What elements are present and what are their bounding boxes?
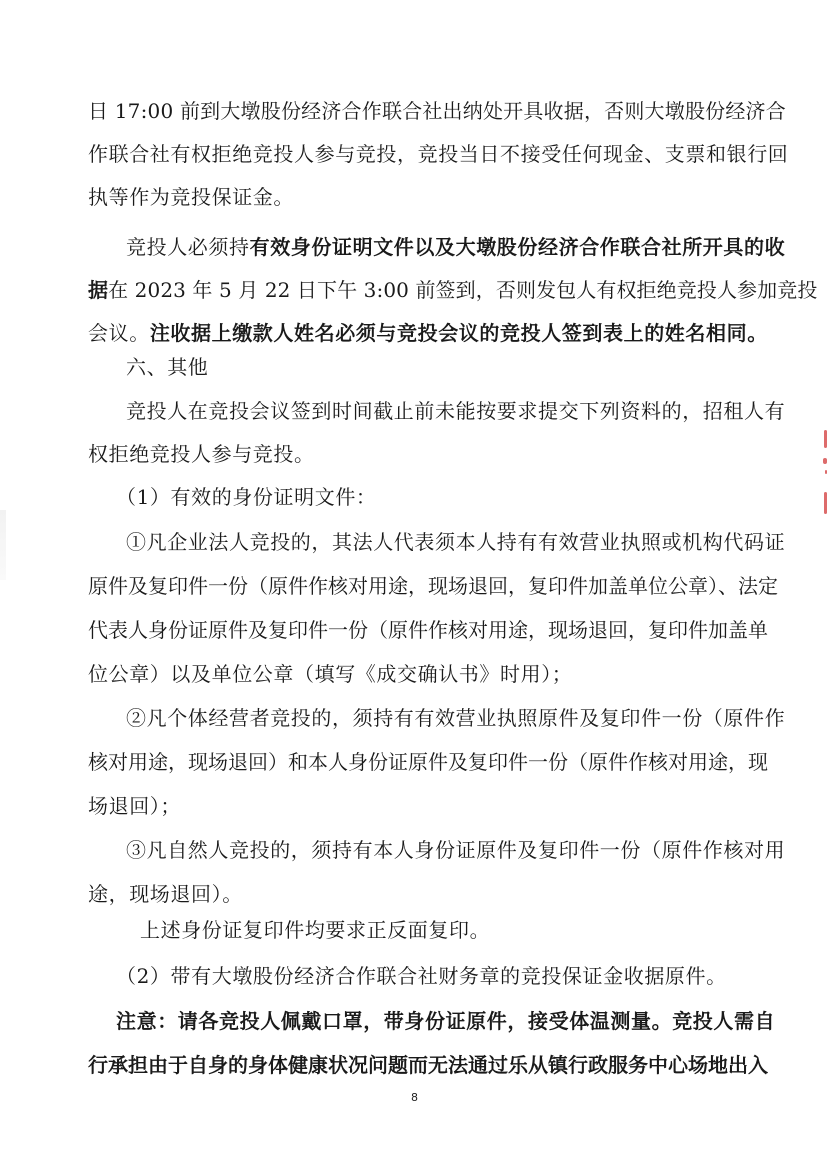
text-segment: 上述身份证复印件均要求正反面复印。 <box>140 918 491 942</box>
text-line-15 <box>126 703 785 733</box>
text-line-19 <box>88 879 243 909</box>
text-segment: （2）带有大墩股份经济合作联合社财务章的竞投保证金收据原件。 <box>116 964 727 988</box>
text-line-17 <box>88 791 181 821</box>
text-segment: ②凡个体经营者竞投的，须持有有效营业执照原件及复印件一份（原件作 <box>126 706 786 730</box>
text-line-6 <box>88 318 768 348</box>
red-seal-fragment <box>818 430 827 525</box>
text-segment: 代表人身份证原件及复印件一份（原件作核对用途，现场退回，复印件加盖单 <box>88 618 768 642</box>
text-segment: 位公章）以及单位公章（填写《成交确认书》时用）； <box>88 662 573 686</box>
text-line-14 <box>88 659 572 689</box>
notice-line-1 <box>116 1006 775 1036</box>
text-segment: 六、其他 <box>126 355 209 379</box>
text-line-3 <box>88 182 294 212</box>
text-segment: ③凡自然人竞投的，须持有本人身份证原件及复印件一份（原件作核对用 <box>126 838 786 862</box>
text-line-9 <box>88 439 315 469</box>
list-heading-2 <box>116 961 727 991</box>
text-line-13 <box>88 615 768 645</box>
text-line-18 <box>126 835 785 865</box>
text-line-1 <box>88 96 786 126</box>
text-segment: 竞投人在竞投会议签到时间截止前未能按要求提交下列资料的，招租人有 <box>126 399 786 423</box>
text-segment: 日 17:00 前到大墩股份经济合作联合社出纳处开具收据，否则大墩股份经济合 <box>88 99 786 123</box>
text-line-8 <box>126 396 785 426</box>
text-segment: 执等作为竞投保证金。 <box>88 185 294 209</box>
text-line-5 <box>88 275 817 305</box>
text-segment: 会议。 <box>88 321 150 345</box>
text-line-4 <box>126 232 785 262</box>
section-heading-other <box>126 352 208 382</box>
text-segment: 在 2023 年 5 月 22 日下午 3:00 前签到，否则发包人有权拒绝竞投人参加竞投 <box>108 278 818 302</box>
text-segment: 场退回）； <box>88 794 181 818</box>
text-line-20 <box>140 915 490 945</box>
scan-artifact <box>0 510 6 580</box>
text-line-11 <box>126 527 785 557</box>
text-segment: 原件及复印件一份（原件作核对用途，现场退回，复印件加盖单位公章）、法定 <box>88 574 778 598</box>
text-segment: 竞投人必须持 <box>126 235 250 259</box>
text-line-2 <box>88 139 788 169</box>
text-segment-bold: 注收据上缴款人姓名必须与竞投会议的竞投人签到表上的姓名相同。 <box>149 321 768 345</box>
text-segment-bold: 有效身份证明文件以及大墩股份经济合作联合社所开具的收 <box>249 235 786 259</box>
text-line-12 <box>88 571 778 601</box>
text-segment-bold: 注意：请各竞投人佩戴口罩，带身份证原件，接受体温测量。竞投人需自 <box>116 1009 776 1033</box>
text-segment: ①凡企业法人竞投的，其法人代表须本人持有有效营业执照或机构代码证 <box>126 530 786 554</box>
text-segment-bold: 行承担由于自身的身体健康状况问题而无法通过乐从镇行政服务中心场地出入 <box>88 1053 768 1077</box>
text-segment-bold: 据 <box>88 278 109 302</box>
text-segment: （1）有效的身份证明文件： <box>116 485 377 509</box>
text-segment: 作联合社有权拒绝竞投人参与竞投，竞投当日不接受任何现金、支票和银行回 <box>88 142 789 166</box>
page-number: 8 <box>411 1091 418 1104</box>
text-segment: 核对用途，现场退回）和本人身份证原件及复印件一份（原件作核对用途，现 <box>88 750 768 774</box>
text-segment: 途，现场退回）。 <box>88 882 243 906</box>
text-segment: 权拒绝竞投人参与竞投。 <box>88 442 315 466</box>
list-heading-1 <box>116 482 377 512</box>
notice-line-2 <box>88 1050 768 1080</box>
text-line-16 <box>88 747 768 777</box>
